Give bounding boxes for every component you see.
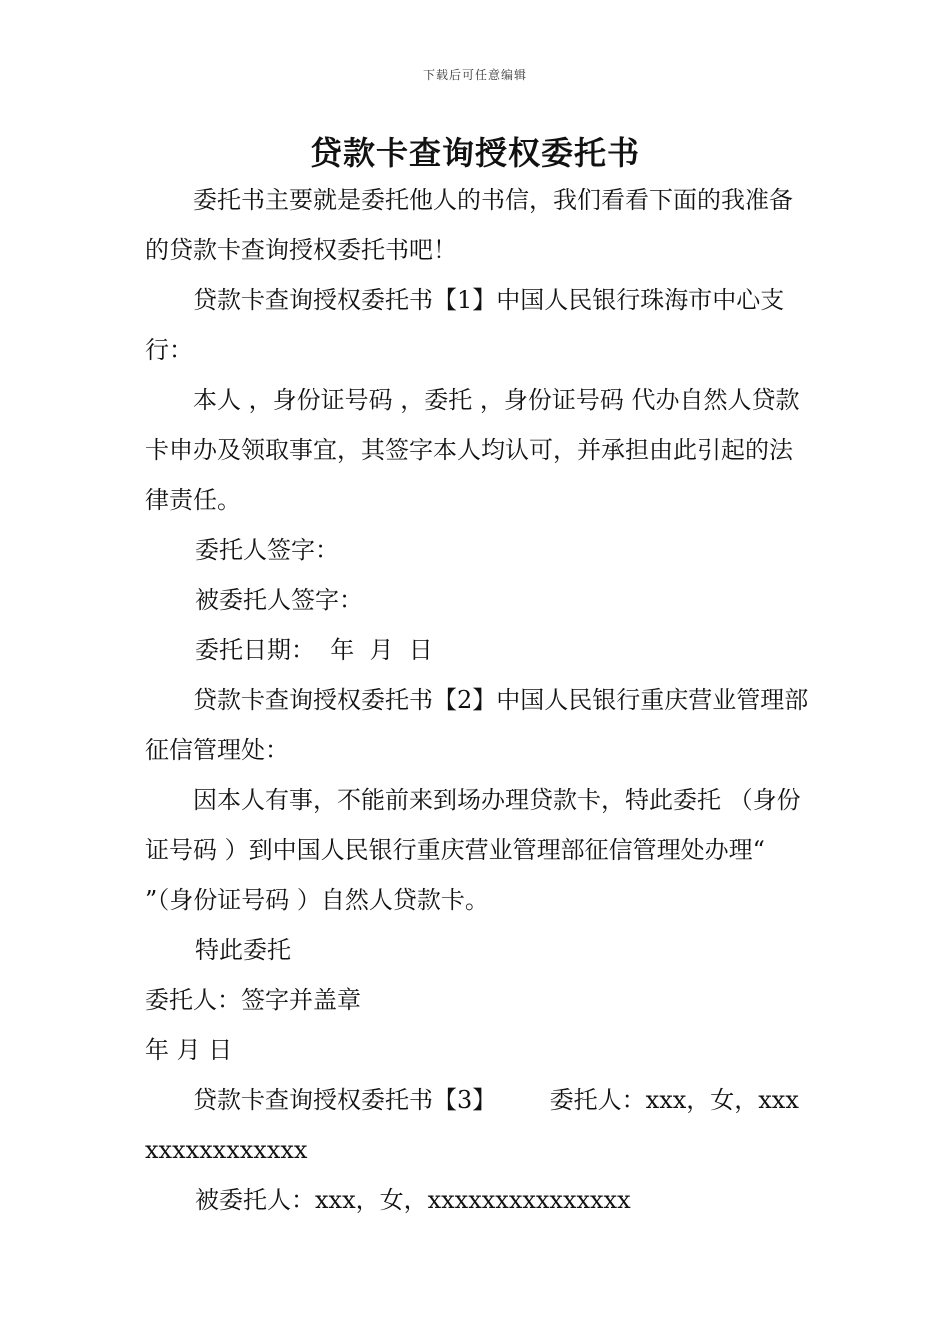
section-1-signer-line: 委托人签字：	[195, 536, 339, 564]
section-1-heading: 贷款卡查询授权委托书【1】中国人民银行珠海市中心支行：	[145, 286, 785, 364]
document-body	[145, 175, 810, 1225]
section-1-agent-line: 被委托人签字：	[195, 586, 363, 614]
section-1-date-line: 委托日期： 年 月 日	[195, 636, 433, 664]
section-3-heading: 贷款卡查询授权委托书【3】 委托人：xxx，女，xxxxxxxxxxxxxxx	[145, 1086, 799, 1164]
section-2-heading: 贷款卡查询授权委托书【2】中国人民银行重庆营业管理部征信管理处：	[145, 686, 809, 764]
header-note: 下载后可任意编辑	[422, 68, 527, 82]
section-2-signer-line: 委托人：签字并盖章	[145, 986, 361, 1014]
document-title: 贷款卡查询授权委托书	[309, 134, 640, 172]
intro-paragraph: 委托书主要就是委托他人的书信，我们看看下面的我准备的贷款卡查询授权委托书吧！	[145, 186, 793, 264]
section-1-body: 本人 ，身份证号码 ，委托 ，身份证号码 代办自然人贷款卡申办及领取事宜，其签字本人均认可，并承担由此引起的法律责任。	[145, 386, 800, 514]
section-3-agent-line: 被委托人：xxx，女，xxxxxxxxxxxxxxx	[195, 1186, 631, 1214]
section-2-closing: 特此委托	[195, 936, 291, 964]
section-2-body: 因本人有事，不能前来到场办理贷款卡，特此委托 （身份证号码 ）到中国人民银行重庆营业管理部征信管理处办理“ ”（身份证号码 ）自然人贷款卡。	[145, 786, 801, 914]
section-2-date-line: 年 月 日	[145, 1036, 233, 1064]
